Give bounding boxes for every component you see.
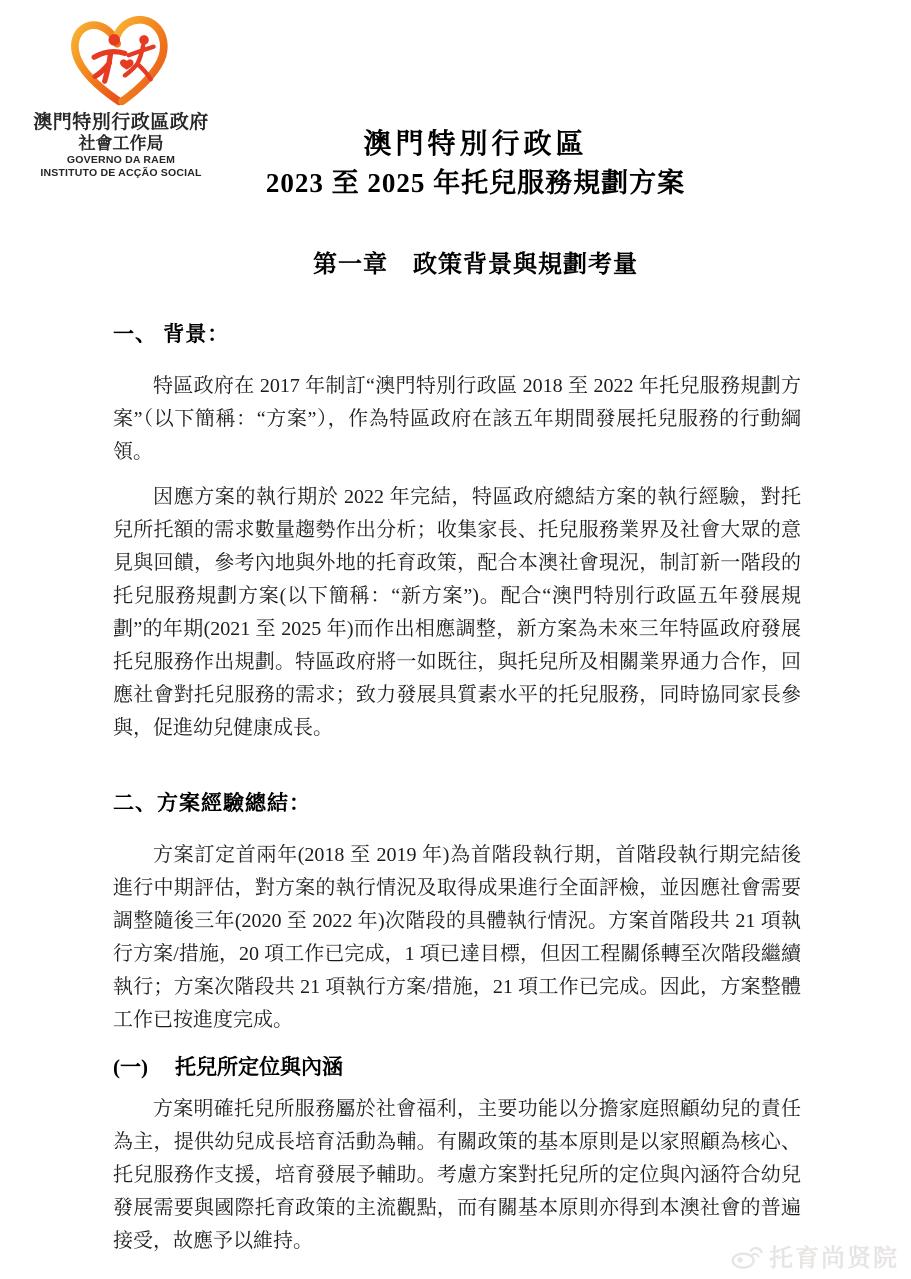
org-government-pt: GOVERNO DA RAEM (66, 154, 176, 166)
doc-title-line2: 2023 至 2025 年托兒服務規劃方案 (265, 168, 686, 198)
body-paragraph: 方案訂定首兩年(2018 至 2019 年)為首階段執行期，首階段執行期完結後進行中期評估，對方案的執行情況及取得成果進行全面評檢，並因應社會需要調整隨後三年(2020 至 2022 年)次階段的具體執行情況。方案首階段共 21 項執行方案/措施，20 項工作已完成，1 項已達目標，但因工程關係轉至次階段繼續執行；方案次階段共 21 項執行方案/措施，21 項工作已完成。因此，方案整體工作已按進度完成。 (113, 844, 801, 1031)
watermark (730, 1238, 899, 1273)
subsection-title: 托兒所定位與內涵 (175, 1055, 343, 1079)
body-paragraph: 方案明確托兒所服務屬於社會福利，主要功能以分擔家庭照顧幼兒的責任為主，提供幼兒成長培育活動為輔。有關政策的基本原則是以家照顧為核心、托兒服務作支援，培育發展予輔助。考慮方案對托兒所的定位與內涵符合幼兒發展需要與國際托育政策的主流觀點，而有關基本原則亦得到本澳社會的普遍接受，故應予以維持。 (113, 1098, 801, 1252)
document-body (113, 312, 801, 1270)
subsection-number: (一) (113, 1055, 148, 1079)
ias-heart-logo (62, 14, 180, 110)
org-institute-pt: INSTITUTO DE ACÇÃO SOCIAL (40, 166, 202, 179)
doc-title (40, 126, 911, 202)
watermark-text: 托育尚贤院 (769, 1245, 899, 1272)
logo-figures (94, 34, 154, 81)
body-paragraph: 特區政府在 2017 年制訂“澳門特別行政區 2018 至 2022 年托兒服務規劃方案”（以下簡稱：“方案”），作為特區政府在該五年期間發展托兒服務的行動綱領。 (113, 375, 801, 463)
org-bureau-zh: 社會工作局 (78, 134, 164, 153)
chapter-heading: 第一章 政策背景與規劃考量 (313, 252, 638, 278)
body-paragraph: 因應方案的執行期於 2022 年完結，特區政府總結方案的執行經驗，對托兒所托額的需求數量趨勢作出分析；收集家長、托兒服務業界及社會大眾的意見與回饋，參考內地與外地的托育政策，配合本澳社會現況，制訂新一階段的托兒服務規劃方案(以下簡稱：“新方案”)。配合“澳門特別行政區五年發展規劃”的年期(2021 至 2025 年)而作出相應調整，新方案為未來三年特區政府發展托兒服務作出規劃。特區政府將一如既往，與托兒所及相關業界通力合作，回應社會對托兒服務的需求；致力發展具質素水平的托兒服務，同時協同家長參與，促進幼兒健康成長。 (113, 486, 801, 739)
section-heading-background: 一、 背景： (113, 322, 230, 346)
weibo-icon (730, 1242, 764, 1270)
doc-title-line1: 澳門特別行政區 (363, 129, 588, 160)
org-name-zh: 澳門特別行政區政府 (33, 112, 209, 133)
section-heading-experience-summary: 二、方案經驗總結： (113, 791, 311, 815)
subsection-heading-positioning (113, 1053, 801, 1081)
